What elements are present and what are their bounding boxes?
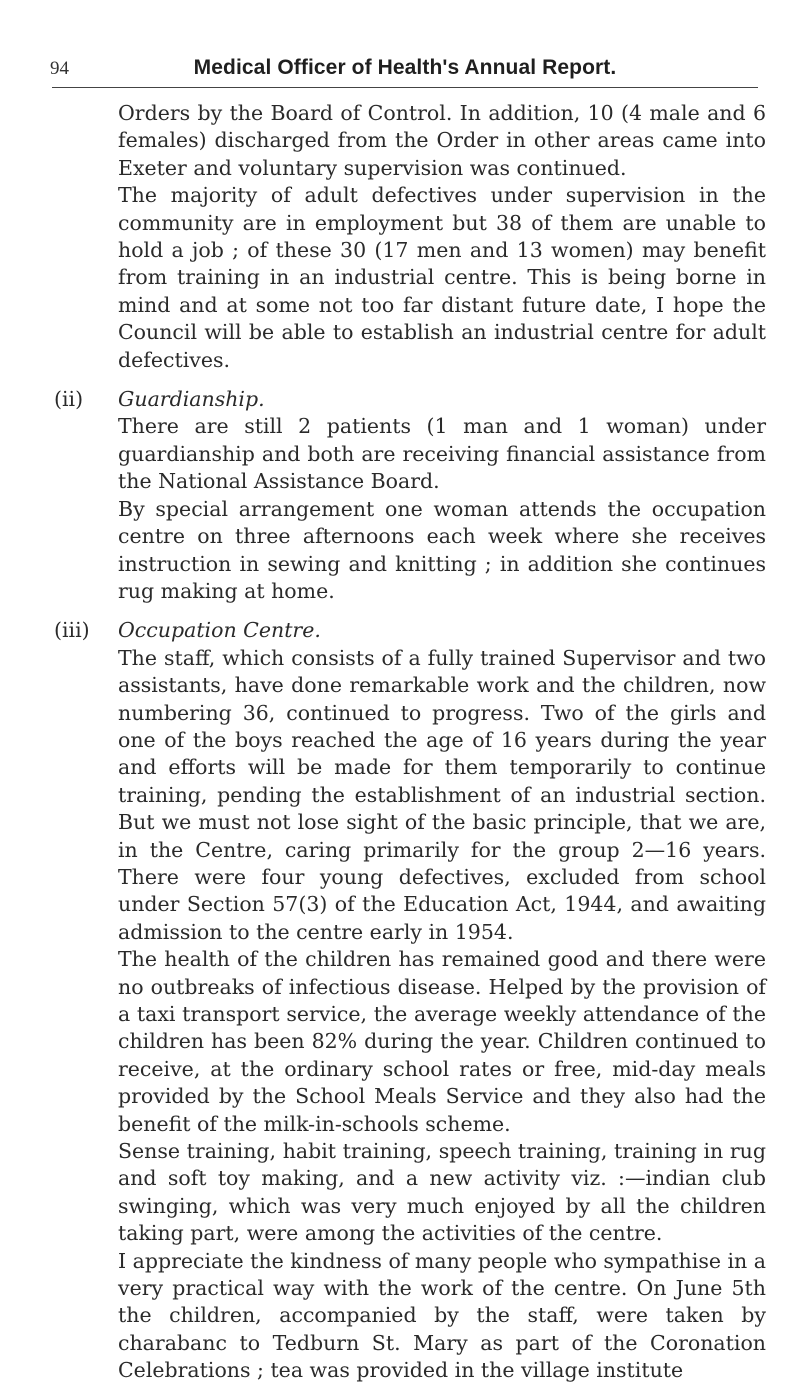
occupation-paragraph-4: I appreciate the kindness of many people who sympathise in a very practical way with the work of the centre. On June 5th the children, accompanied by the staff, were taken by charabanc to Tedburn St. Mary as part of the Coronation Celebrations ; tea was provided in the village institute (118, 1248, 766, 1383)
occupation-paragraph-3: Sense training, habit training, speech training, training in rug and soft toy making, and a new activity viz. :—indian club swinging, which was very much enjoyed by all the children taking part, were among the activities of the centre. (118, 1139, 766, 1246)
page-header (50, 48, 760, 84)
guardianship-paragraph-2: By special arrangement one woman attends the occupation centre on three afternoons each week where she receives instruction in sewing and knitting ; in addition she continues rug making at home. (118, 496, 766, 603)
section-heading-guardianship: Guardianship. (118, 387, 265, 412)
page-number: 94 (50, 58, 69, 79)
occupation-paragraph-1: The staff, which consists of a fully trained Supervisor and two assistants, have done remarkable work and the children, now numbering 36, continued to progress. Two of the girls and one of the boys reached the age of 16 years during the year and efforts will be made for them temporarily to continue training, pending the establishment of an industrial section. But we must not lose sight of the basic principle, that we are, in the Centre, caring primarily for the group 2—16 years. There were four young defectives, excluded from school under Section 57(3) of the Education Act, 1944, and awaiting admission to the centre early in 1954. (118, 645, 766, 944)
section-number-ii: (ii) (54, 387, 84, 412)
intro-paragraph-1: Orders by the Board of Control. In addition, 10 (4 male and 6 females) discharged from the Order in other areas came into Exeter and voluntary supervision was continued. (118, 101, 766, 180)
body-text (54, 100, 766, 1385)
section-number-iii: (iii) (54, 618, 90, 643)
section-guardianship (54, 386, 766, 605)
occupation-paragraph-2: The health of the children has remained good and there were no outbreaks of infectious disease. Helped by the provision of a taxi transport service, the average weekly attendance of the children has been 82% during the year. Children continued to receive, at the ordinary school rates or free, mid-day meals provided by the School Meals Service and they also had the benefit of the milk-in-schools scheme. (118, 947, 766, 1136)
intro-paragraph-2: The majority of adult defectives under supervision in the community are in employment but 38 of them are unable to hold a job ; of these 30 (17 men and 13 women) may benefit from training in an industrial centre. This is being borne in mind and at some not too far distant future date, I hope the Council will be able to establish an industrial centre for adult defectives. (118, 183, 766, 372)
guardianship-paragraph-1: There are still 2 patients (1 man and 1 woman) under guardianship and both are receiving financial assistance from the National Assistance Board. (118, 414, 766, 494)
running-title: Medical Officer of Health's Annual Report. (193, 56, 617, 79)
section-heading-occupation-centre: Occupation Centre. (118, 618, 321, 643)
header-rule (52, 87, 758, 88)
section-occupation-centre (54, 617, 766, 1384)
